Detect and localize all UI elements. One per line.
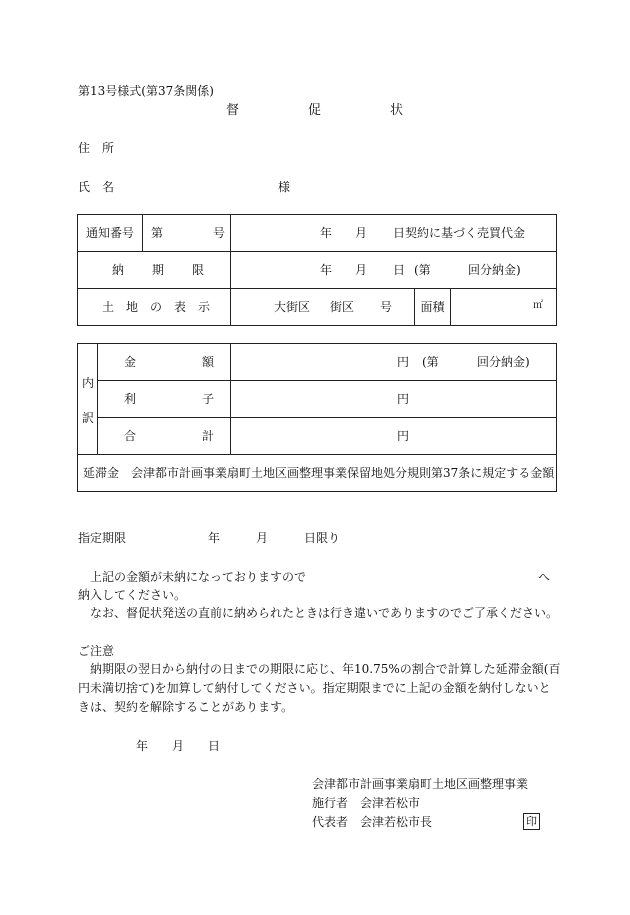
- contract-month: 月: [355, 226, 368, 240]
- body-line-3: なお、督促状発送の直前に納められたときは行き違いでありますのでご了承ください。: [90, 606, 559, 620]
- deadline-row: [78, 252, 557, 289]
- interest-row: [78, 381, 557, 418]
- amount-installment-prefix: (第: [422, 355, 439, 369]
- executor-label: 施行者: [312, 796, 349, 810]
- total-yen: 円: [397, 429, 410, 443]
- notes-line-1: 納期限の翌日から納付の日までの期限に応じ、年10.75%の割合で計算した延滞金額(百: [90, 662, 561, 676]
- breakdown-label: [78, 344, 98, 455]
- interest-label: [98, 381, 231, 418]
- total-label: [98, 418, 231, 455]
- address-label-char-2: 所: [102, 141, 115, 155]
- land-row: [78, 289, 557, 326]
- deadline-year: 年: [320, 263, 333, 277]
- amount-label: [98, 344, 231, 381]
- deadline-installment-prefix: (第: [414, 263, 431, 277]
- issue-date-year: 年: [136, 739, 149, 753]
- body-line-1-end: へ: [538, 570, 551, 584]
- deadline-installment-suffix: 回分納金): [468, 263, 521, 277]
- area-cell: [451, 289, 557, 326]
- body-line-1: 上記の金額が未納になっておりますので: [90, 570, 307, 584]
- area-label: 面積: [415, 289, 451, 326]
- notice-number-dai: 第: [151, 226, 164, 240]
- breakdown-table: [77, 343, 557, 492]
- document-title-char-3: 状: [390, 103, 404, 118]
- issuer-project: 会津都市計画事業扇町土地区画整理事業: [312, 777, 529, 791]
- interest-label-char-2: 子: [202, 392, 215, 406]
- land-label-char-5: 示: [198, 300, 211, 314]
- amount-value-cell: [231, 344, 557, 381]
- deadline-line-month: 月: [256, 531, 269, 545]
- late-fee-text: 延滞金 会津都市計画事業扇町土地区画整理事業保留地処分規則第37条に規定する金額: [83, 466, 555, 480]
- lot-number-label: 号: [380, 300, 393, 314]
- total-row: [78, 418, 557, 455]
- honorific: 様: [278, 180, 291, 194]
- payment-deadline-label: [78, 252, 231, 289]
- notes-line-3: きは、契約を解除することがあります。: [78, 700, 294, 714]
- seal-stamp: 印: [523, 813, 540, 830]
- contract-description: 日契約に基づく売買代金: [393, 226, 526, 240]
- interest-value-cell: [231, 381, 557, 418]
- form-number: 第13号様式(第37条関係): [78, 84, 214, 98]
- amount-yen: 円: [397, 355, 410, 369]
- gaiku-label: 街区: [330, 300, 355, 314]
- land-description-label: [78, 289, 231, 326]
- land-label-char-3: の: [150, 300, 163, 314]
- total-value-cell: [231, 418, 557, 455]
- payment-deadline-char-3: 限: [192, 263, 205, 277]
- deadline-label: 指定期限: [78, 531, 127, 545]
- contract-year: 年: [320, 226, 333, 240]
- notice-number-cell: [143, 215, 231, 252]
- land-label-char-4: 表: [174, 300, 187, 314]
- issue-date-month: 月: [172, 739, 185, 753]
- ogaiku-label: 大街区: [274, 300, 311, 314]
- payment-deadline-cell: [231, 252, 557, 289]
- breakdown-label-char-2: 訳: [82, 411, 95, 425]
- amount-label-char-2: 額: [202, 355, 215, 369]
- interest-label-char-1: 利: [124, 392, 137, 406]
- notes-line-2: 円未満切捨て)を加算して納付してください。指定期限までに上記の金額を納付しないと: [78, 681, 551, 695]
- name-label-char-1: 氏: [78, 180, 91, 194]
- breakdown-label-char-1: 内: [82, 376, 95, 390]
- notice-number-label: 通知番号: [78, 215, 143, 252]
- address-label-char-1: 住: [78, 141, 91, 155]
- deadline-line-day: 日限り: [304, 531, 341, 545]
- deadline-line-year: 年: [208, 531, 221, 545]
- deadline-month: 月: [355, 263, 368, 277]
- document-title-char-1: 督: [226, 103, 240, 118]
- issue-date-day: 日: [208, 739, 221, 753]
- interest-yen: 円: [397, 392, 410, 406]
- area-unit: ㎡: [533, 300, 543, 311]
- late-fee-cell: [78, 455, 557, 492]
- amount-row: [78, 344, 557, 381]
- notes-heading: ご注意: [78, 644, 115, 658]
- deadline-day: 日: [393, 263, 406, 277]
- contract-table: [77, 214, 557, 326]
- body-line-2: 納入してください。: [78, 588, 187, 602]
- name-label-char-2: 名: [102, 180, 115, 194]
- land-label-char-1: 土: [102, 300, 115, 314]
- payment-deadline-char-2: 期: [152, 263, 165, 277]
- payment-deadline-char-1: 納: [112, 263, 125, 277]
- amount-installment-suffix: 回分納金): [477, 355, 530, 369]
- total-label-char-1: 合: [124, 429, 137, 443]
- notice-row: [78, 215, 557, 252]
- land-label-char-2: 地: [126, 300, 139, 314]
- amount-label-char-1: 金: [124, 355, 137, 369]
- contract-date-cell: [231, 215, 557, 252]
- executor-name: 会津若松市: [360, 796, 421, 810]
- representative-label: 代表者: [312, 815, 349, 829]
- total-label-char-2: 計: [202, 429, 215, 443]
- document-title-char-2: 促: [308, 103, 322, 118]
- late-fee-row: [78, 455, 557, 492]
- representative-name: 会津若松市長: [360, 815, 433, 829]
- notice-number-go: 号: [213, 226, 226, 240]
- land-location-cell: [231, 289, 415, 326]
